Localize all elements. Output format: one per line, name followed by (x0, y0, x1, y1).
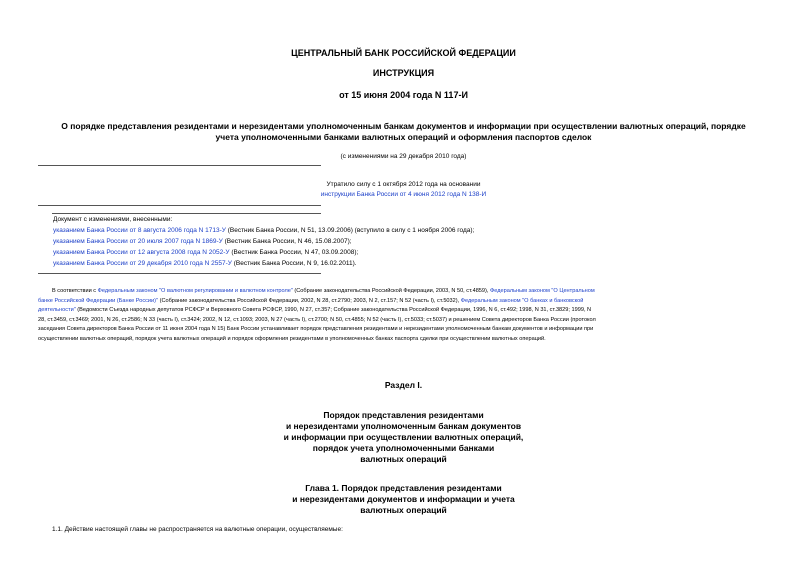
preamble-text: осуществлении валютных операций, порядок учета валютных операций и порядок оформления резидентами в уполномоченных банках паспорта сделки при осуществлении валютных операций. (38, 335, 546, 342)
document-type: ИНСТРУКЦИЯ (372, 68, 435, 78)
amendment-item (53, 227, 474, 234)
amendments-heading: Документ с изменениями, внесенными: (53, 216, 173, 223)
law-link-central-bank[interactable]: Федеральным законом "О Центральном (490, 288, 595, 294)
law-link-currency-regulation[interactable]: Федеральным законом "О валютном регулировании и валютном контроле" (97, 288, 293, 294)
section-title: Раздел I. (384, 380, 423, 390)
divider (38, 205, 321, 206)
amendment-item (53, 249, 358, 256)
law-link-banks-cont[interactable]: деятельности" (38, 307, 76, 314)
section-heading-line: и информации при осуществлении валютных операций, (283, 432, 524, 442)
amendment-details: (Вестник Банка России, N 46, 15.08.2007); (222, 238, 352, 245)
law-link-banks[interactable]: Федеральным законом "О банках и банковской (460, 297, 584, 304)
expiry-note: Утратило силу с 1 октября 2012 года на основании (326, 181, 481, 188)
law-link-central-bank-cont[interactable]: банке Российской Федерации (Банке России)" (38, 297, 159, 304)
amendment-link[interactable]: указанием Банка России от 8 августа 2006 года N 1713-У (53, 227, 226, 234)
amendment-details: (Вестник Банка России, N 51, 13.09.2006) (вступило в силу с 1 ноября 2006 года); (225, 227, 475, 234)
amendment-item (53, 238, 352, 245)
preamble-text: 28, ст.3459, ст.3469; 2001, N 26, ст.2586; N 33 (часть I), ст.3424; 2002, N 12, ст.1093; 2003, N 27 (часть I), ст.2700; N 50, ст.4855; N 52 (часть I), ст.5033; ст.5037) и решением Совета директоров Банка России (протокол (38, 316, 596, 323)
clause-1-1: 1.1. Действие настоящей главы не распространяется на валютные операции, осуществляемые: (52, 526, 343, 533)
preamble-text: В соответствии с (52, 288, 98, 294)
divider (38, 165, 321, 166)
amendment-link[interactable]: указанием Банка России от 20 июля 2007 года N 1869-У (53, 238, 223, 245)
document-date-number: от 15 июня 2004 года N 117-И (339, 90, 468, 100)
preamble-text: (Собрание законодательства Российской Федерации, 2003, N 50, ст.4859), (292, 288, 490, 294)
expiry-link[interactable]: инструкции Банка России от 4 июня 2012 года N 138-И (320, 191, 487, 198)
divider (52, 213, 321, 214)
bank-name: ЦЕНТРАЛЬНЫЙ БАНК РОССИЙСКОЙ ФЕДЕРАЦИИ (291, 48, 516, 58)
document-title-line-1: О порядке представления резидентами и нерезидентами уполномоченным банкам документов и информации при осуществлении валютных операций, порядке (61, 121, 746, 131)
section-heading-line: и нерезидентами уполномоченным банкам документов (285, 421, 522, 431)
chapter-heading-line: валютных операций (360, 505, 447, 515)
section-heading-line: порядок учета уполномоченными банками (312, 443, 495, 453)
amendment-link[interactable]: указанием Банка России от 12 августа 2008 года N 2052-У (53, 249, 230, 256)
section-heading-line: валютных операций (360, 454, 447, 464)
preamble-text: (Ведомости Съезда народных депутатов РСФСР и Верховного Совета РСФСР, 1990, N 27, ст.357; Собрание законодательства Российской Федерации, 1996, N 6, ст.492; 1998, N 31, ст.3829; 1999, N (75, 307, 592, 314)
preamble-text: заседания Совета директоров Банка России от 11 июня 2004 года N 15) Банк России устанавливает порядок представления резидентами и нерезидентами уполномоченным банкам документов и информации при (38, 326, 594, 333)
amendment-item (53, 260, 357, 267)
chapter-heading-line: и нерезидентами документов и информации и учета (292, 494, 515, 504)
amendment-details: (Вестник Банка России, N 47, 03.09.2008); (229, 249, 359, 256)
preamble-paragraph (38, 287, 770, 345)
chapter-heading-line: Глава 1. Порядок представления резидентами (305, 483, 502, 493)
section-heading-line: Порядок представления резидентами (323, 410, 484, 420)
preamble-text: (Собрание законодательства Российской Федерации, 2002, N 28, ст.2790; 2003, N 2, ст.157; N 52 (часть I), ст.5032), (158, 297, 461, 304)
divider (38, 273, 321, 274)
document-title-line-2: учета уполномоченными банками валютных операций и оформления паспортов сделок (215, 132, 592, 142)
amendment-link[interactable]: указанием Банка России от 29 декабря 2010 года N 2557-У (53, 260, 232, 267)
changes-note: (с изменениями на 29 декабря 2010 года) (340, 153, 467, 160)
expiry-reference (0, 191, 807, 198)
amendment-details: (Вестник Банка России, N 9, 16.02.2011). (231, 260, 357, 267)
